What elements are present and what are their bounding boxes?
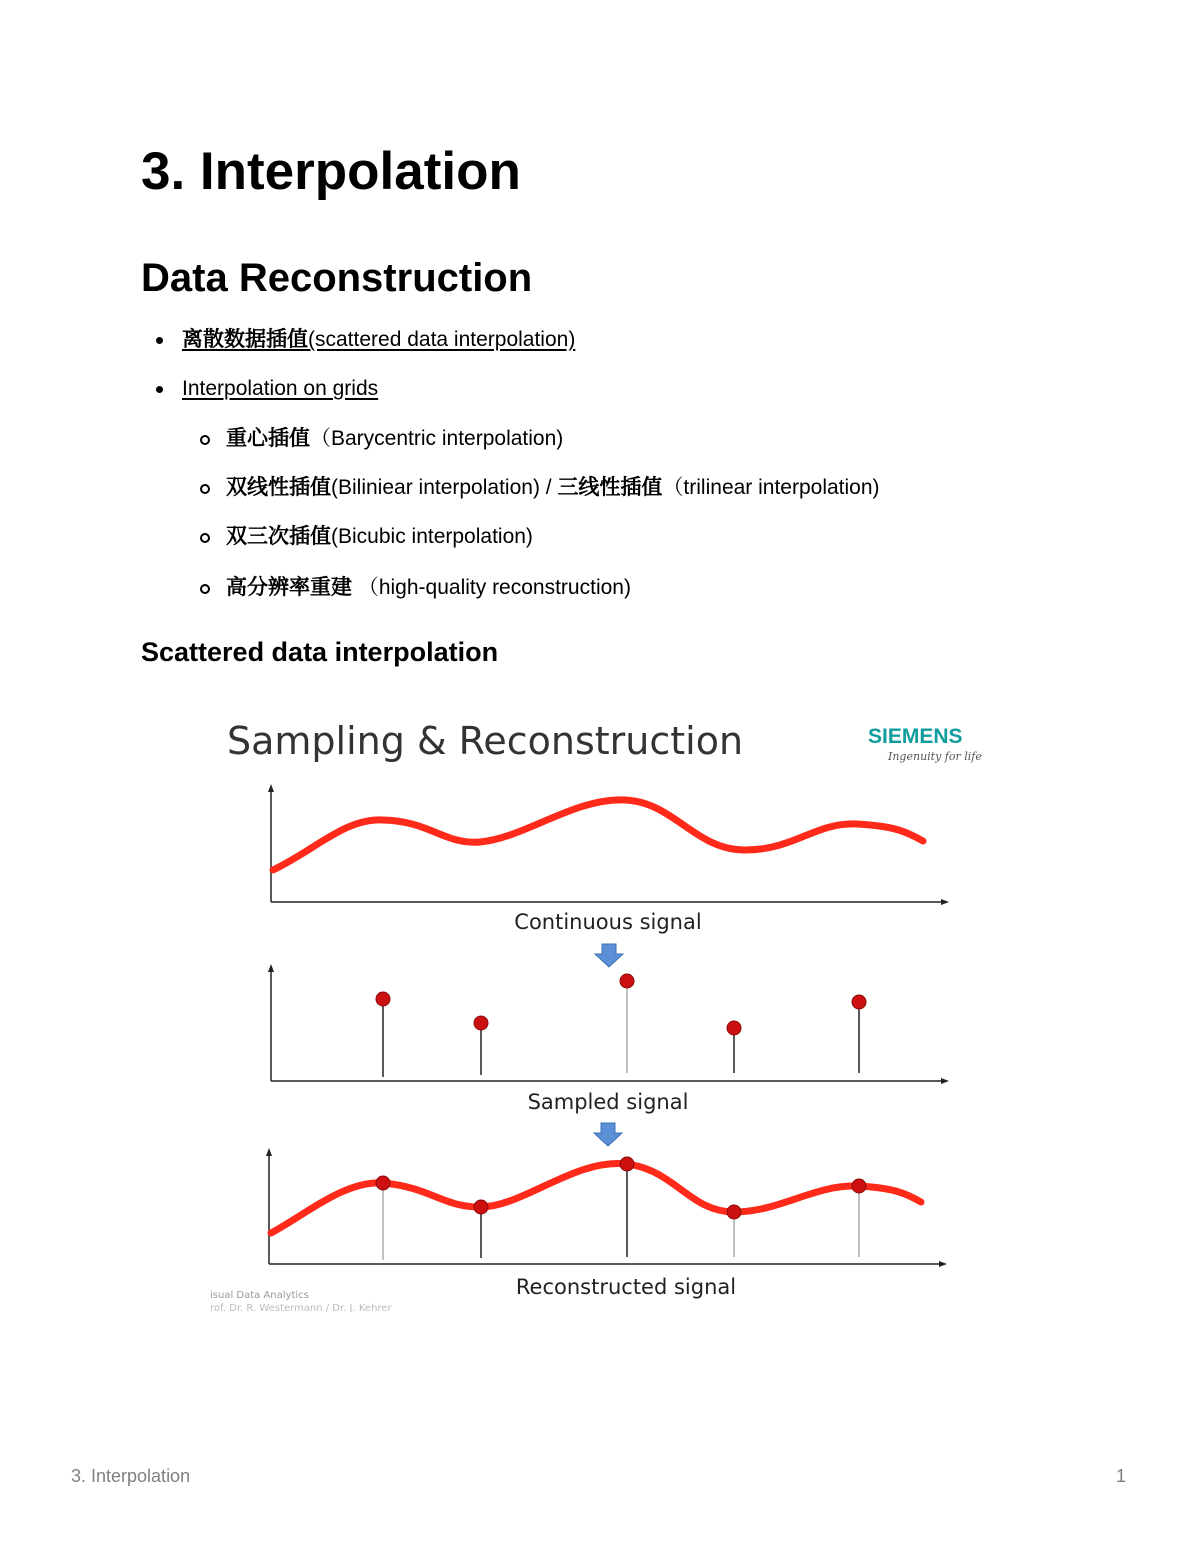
page-number: 1 <box>1116 1466 1127 1486</box>
panel-sampled-signal <box>268 964 949 1114</box>
panel-reconstructed-signal <box>266 1148 947 1299</box>
sample-points <box>376 974 866 1035</box>
section-title: Data Reconstruction <box>141 256 533 300</box>
x-axis-arrow-icon <box>939 1261 947 1267</box>
sample-point <box>620 974 634 988</box>
bullet-ring-icon <box>200 584 210 594</box>
reconstructed-signal-curve <box>271 1163 921 1233</box>
sampling-reconstruction-figure <box>205 700 995 1312</box>
sample-stems <box>383 981 859 1077</box>
y-axis-arrow-icon <box>268 964 274 972</box>
y-axis-arrow-icon <box>266 1148 272 1156</box>
sample-point <box>620 1157 634 1171</box>
label-sampled-signal: Sampled signal <box>527 1090 689 1114</box>
sample-point <box>474 1016 488 1030</box>
figure-title: Sampling & Reconstruction <box>227 719 744 763</box>
figure-footer-line1: isual Data Analytics <box>210 1290 309 1301</box>
reconstruction-stems <box>383 1164 859 1260</box>
bullet-ring-icon <box>200 484 210 494</box>
continuous-signal-curve <box>273 800 923 870</box>
down-arrow-icon <box>594 1123 622 1146</box>
bullet-ring-icon <box>200 533 210 543</box>
link-interpolation-on-grids[interactable]: Interpolation on grids <box>182 377 379 400</box>
figure-footer-line2: rof. Dr. R. Westermann / Dr. J. Kehrer <box>210 1303 392 1312</box>
page-title: 3. Interpolation <box>141 142 521 201</box>
x-axis-arrow-icon <box>941 1078 949 1084</box>
logo-tagline: Ingenuity for life <box>888 750 982 763</box>
sample-point <box>474 1200 488 1214</box>
sample-point <box>376 1176 390 1190</box>
y-axis-arrow-icon <box>268 784 274 792</box>
sample-point <box>727 1205 741 1219</box>
siemens-logo <box>868 725 982 763</box>
sample-point <box>376 992 390 1006</box>
reconstruction-points <box>376 1157 866 1219</box>
subsection-title: Scattered data interpolation <box>141 637 499 667</box>
sample-point <box>852 995 866 1009</box>
down-arrow-icon <box>595 944 623 967</box>
bullet-dot-icon <box>156 386 163 393</box>
label-reconstructed-signal: Reconstructed signal <box>515 1275 737 1299</box>
sample-point <box>852 1179 866 1193</box>
sample-point <box>727 1021 741 1035</box>
bullet-dot-icon <box>156 337 163 344</box>
panel-continuous-signal <box>268 784 949 934</box>
footer-title: 3. Interpolation <box>71 1466 191 1486</box>
x-axis-arrow-icon <box>941 899 949 905</box>
logo-wordmark: SIEMENS <box>868 725 963 748</box>
link-scattered-data-interpolation[interactable]: 离散数据插值(scattered data interpolation) <box>182 328 576 351</box>
label-continuous-signal: Continuous signal <box>514 910 702 934</box>
bullet-ring-icon <box>200 435 210 445</box>
